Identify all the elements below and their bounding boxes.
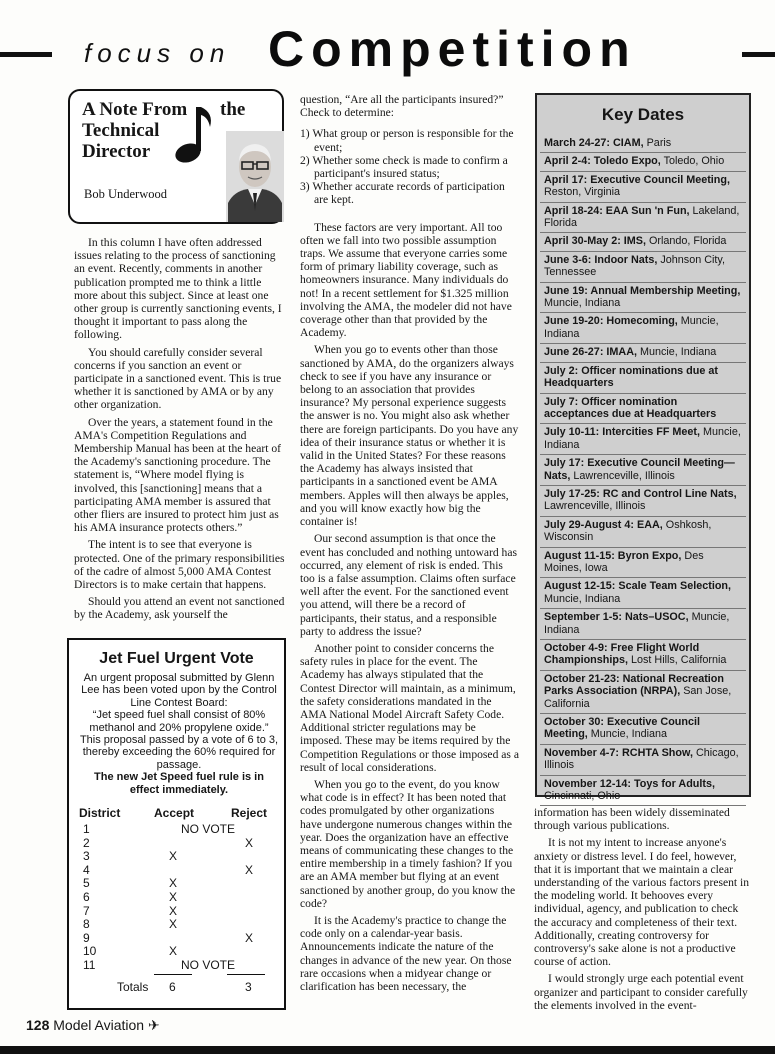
key-date-item (540, 578, 746, 609)
table-row (79, 876, 279, 890)
no-vote-note: NO VOTE (181, 822, 236, 836)
jet-fuel-announcement: The new Jet Speed fuel rule is in effect immediately. (94, 771, 264, 796)
key-date-event: July 29-August 4: EAA, (544, 518, 663, 531)
key-date-item (540, 203, 746, 234)
article-paragraph: question, “Are all the participants insured?” Check to determine: (300, 93, 504, 120)
key-date-event: November 4-7: RCHTA Show, (544, 746, 693, 759)
table-row (79, 890, 279, 904)
table-row (79, 944, 279, 958)
key-date-place: Johnson City, Tennessee (544, 253, 726, 279)
key-date-place: Orlando, Florida (649, 235, 727, 248)
key-date-item (540, 517, 746, 548)
vote-table-header (79, 806, 279, 822)
key-date-place: Lakeland, Florida (544, 204, 740, 230)
article-paragraph: It is the Academy's practice to change the code only on a calendar-year basis. Announcements indicate the nature of the changes in advance of the new year. On those rare occasions when a midyear change or clarification has been necessary, the (300, 913, 512, 993)
key-dates-list (540, 135, 746, 806)
accept-mark: X (169, 944, 178, 959)
key-date-event: June 3-6: Indoor Nats, (544, 253, 658, 266)
article-paragraph: Our second assumption is that once the event has concluded and nothing untoward has occurred, any element of risk is ended. This too is a false assumption. Claims often surface well after the event. For the sanctioned event you attend, will there be a record of participants, their status, and a responsible party to address the issue? (300, 532, 518, 638)
key-date-item (540, 745, 746, 776)
table-row (79, 863, 279, 877)
key-date-event: July 2: Officer nominations due at Headquarters (544, 364, 718, 390)
jet-fuel-paragraph: This proposal passed by a vote of 6 to 3, thereby exceeding the 60% required for passage. (79, 734, 279, 771)
header-accept: Accept (154, 806, 195, 820)
article-paragraph: I would strongly urge each potential event organizer and participant to consider carefully the elements involved in the event- (534, 972, 748, 1012)
key-date-item (540, 640, 746, 671)
key-date-item (540, 153, 746, 171)
key-date-place: Reston, Virginia (544, 186, 621, 199)
reject-mark: X (245, 835, 254, 850)
author-name: Bob Underwood (84, 187, 167, 201)
key-date-item (540, 548, 746, 579)
key-date-item (540, 233, 746, 251)
district-number: 5 (83, 876, 90, 891)
key-date-place: Oshkosh, Wisconsin (544, 518, 712, 544)
key-date-event: July 7: Officer nomination acceptances due at Headquarters (544, 395, 717, 420)
district-number: 1 (83, 822, 90, 836)
page-header (0, 20, 775, 82)
key-date-item (540, 776, 746, 807)
key-date-item (540, 172, 746, 203)
check-list-item: 2) Whether some check is made to confirm a participant's insured status; (300, 153, 508, 181)
article-paragraph: When you go to the event, do you know what code is in effect? It has been noted that codes promulgated by other organizations have undergone numerous changes within the year. Does the organization have an effective means of communicating these changes to the entire membership in a timely fashion? If you are an AMA member but flying at an event sanctioned by another group, do you know the code? (300, 777, 516, 910)
key-date-event: August 11-15: Byron Expo, (544, 549, 682, 562)
district-number: 2 (83, 835, 90, 850)
key-date-place: San Jose, California (544, 685, 732, 710)
key-date-place: Muncie, Indiana (544, 315, 719, 340)
accept-mark: X (169, 876, 178, 891)
totals-accept: 6 (169, 979, 176, 994)
article-paragraph: Should you attend an event not sanctioned by the Academy, ask yourself the (74, 595, 285, 622)
table-row (79, 917, 279, 931)
key-date-place: Lawrenceville, Illinois (573, 469, 675, 482)
page-footer (26, 1017, 160, 1034)
key-date-event: April 2-4: Toledo Expo, (544, 155, 661, 168)
column-title-the: the (220, 99, 246, 120)
key-date-item (540, 424, 746, 455)
article-paragraph: These factors are very important. All too often we fall into two possible assumption traps. We assume that everyone carries some form of primary liability coverage, such as homeowners insurance. Many individuals do not! In a recent settlement for $1.325 million involving the AMA, the modeler did not have coverage other than that provided by the Academy. (300, 220, 512, 340)
article-column-1 (74, 236, 286, 626)
key-date-item (540, 609, 746, 640)
table-row (79, 931, 279, 945)
key-date-event: June 19: Annual Membership Meeting, (544, 284, 741, 297)
vote-table (79, 806, 279, 996)
reject-mark: X (245, 862, 254, 877)
district-number: 7 (83, 903, 90, 918)
page-number: 128 (26, 1017, 50, 1033)
key-date-place: Muncie, Indiana (640, 346, 717, 359)
accept-mark: X (169, 889, 178, 904)
article-paragraph: The intent is to see that everyone is protected. One of the primary responsibilities of the cadre of almost 5,000 AMA Contest Directors is to make certain that happens. (74, 538, 285, 592)
table-row (79, 822, 279, 836)
key-date-item (540, 283, 746, 314)
article-paragraph: You should carefully consider several concerns if you sanction an event or participate in a sanctioned event. This is true whether it is sanctioned by AMA or by any other organization. (74, 345, 282, 412)
bottom-bar (0, 1046, 775, 1054)
header-district: District (79, 806, 121, 820)
header-focus-on: focus on (84, 38, 231, 68)
key-date-item (540, 252, 746, 283)
music-note-icon (170, 105, 214, 165)
column-title: A Note From Technical Director (82, 99, 188, 162)
key-date-event: April 17: Executive Council Meeting, (544, 173, 730, 186)
totals-rule-reject (227, 974, 265, 975)
no-vote-note: NO VOTE (181, 957, 236, 972)
key-date-item (540, 486, 746, 517)
key-date-event: September 1-5: Nats–USOC, (544, 611, 689, 624)
key-date-place: Lawrenceville, Illinois (544, 500, 646, 513)
district-number: 8 (83, 917, 90, 932)
key-date-place: Muncie, Indiana (590, 728, 668, 741)
jet-fuel-title: Jet Fuel Urgent Vote (99, 650, 254, 667)
key-date-event: November 12-14: Toys for Adults, (544, 777, 715, 790)
key-dates-box (535, 93, 751, 803)
table-row (79, 849, 279, 863)
accept-mark: X (169, 917, 178, 932)
district-number: 6 (83, 889, 90, 904)
check-list-item: 1) What group or person is responsible for the event; (300, 127, 514, 154)
key-date-place: Toledo, Ohio (663, 155, 725, 168)
key-date-place: Chicago, Illinois (544, 746, 739, 772)
magazine-name: Model Aviation (53, 1017, 145, 1033)
key-date-event: June 26-27: IMAA, (544, 346, 637, 359)
article-paragraph: information has been widely disseminated through various publications. (534, 806, 730, 833)
table-row (79, 958, 279, 972)
key-date-item (540, 344, 746, 362)
accept-mark: X (169, 903, 178, 918)
jet-fuel-body (79, 672, 279, 796)
district-number: 11 (83, 957, 96, 972)
key-date-event: October 4-9: Free Flight World Championships, (544, 642, 700, 667)
district-number: 9 (83, 930, 90, 945)
check-list-item: 3) Whether accurate records of participation are kept. (300, 180, 505, 207)
key-date-place: Paris (646, 137, 672, 149)
author-portrait-image (226, 131, 284, 222)
key-date-place: Lost Hills, California (630, 654, 727, 667)
article-paragraph: Another point to consider concerns the safety rules in place for the event. The Academy has always stipulated that the Contest Director will maintain, as a minimum, the safety considerations mandated in the AMA National Model Aircraft Safety Code. Additional stricter regulations may be imposed. These may be items required by the Competition Regulations or those imposed as a result of local considerations. (300, 641, 519, 774)
article-paragraph: In this column I have often addressed issues relating to the process of sanctioning an event. Recently, comments in another publication prompted me to think a little more about this subject. Since at least one other group is currently sanctioning events, I thought it important to pass along the following. (74, 236, 282, 342)
key-date-event: August 12-15: Scale Team Selection, (544, 580, 732, 593)
key-date-event: June 19-20: Homecoming, (544, 315, 678, 328)
key-date-item (540, 135, 746, 153)
reject-mark: X (245, 930, 254, 945)
header-competition: Competition (268, 21, 637, 77)
district-number: 3 (83, 849, 90, 864)
header-rule-right (742, 52, 775, 57)
key-date-event: July 10-11: Intercities FF Meet, (544, 426, 701, 439)
totals-rule-accept (154, 974, 192, 975)
table-row (79, 836, 279, 850)
jet-fuel-vote-box (67, 638, 286, 1010)
key-date-item (540, 455, 746, 486)
key-date-event: July 17: Executive Council Meeting— Nats, (544, 457, 735, 482)
totals-row (79, 974, 279, 996)
key-date-event: July 17-25: RC and Control Line Nats, (544, 487, 737, 500)
key-date-item (540, 363, 746, 394)
key-date-event: October 30: Executive Council Meeting, (544, 716, 701, 741)
key-date-item (540, 671, 746, 714)
key-date-place: Des Moines, Iowa (544, 549, 704, 574)
totals-reject: 3 (245, 979, 252, 994)
jet-fuel-quote: “Jet speed fuel shall consist of 80% methanol and 20% propylene oxide.” (89, 709, 269, 734)
accept-mark: X (169, 849, 178, 864)
key-date-event: October 21-23: National Recreation Parks Association (NRPA), (544, 672, 724, 698)
table-row (79, 904, 279, 918)
key-date-place: Cincinnati, Ohio (544, 790, 621, 803)
key-date-event: March 24-27: CIAM, (544, 137, 644, 149)
key-date-event: April 18-24: EAA Sun 'n Fun, (544, 204, 690, 217)
jet-fuel-paragraph: An urgent proposal submitted by Glenn Lee has been voted upon by the Control Line Contest Board: (81, 672, 277, 709)
article-column-3 (534, 806, 752, 1016)
header-reject: Reject (231, 806, 268, 820)
key-date-place: Muncie, Indiana (544, 592, 621, 605)
article-paragraph: When you go to events other than those sanctioned by AMA, do the organizers always check to see if you have any insurance or belong to an association that provides insurance? My personal experience suggests the answer is no. You might also ask whether there are foreign participants. Do you have any idea of their insurance status or whether it is valid in the United States? For these reasons the Academy has always insisted that participants in a sanctioned event be AMA members. Apples will then always be apples, and you will know exactly how big the container is! (300, 343, 519, 529)
key-date-place: Muncie, Indiana (544, 297, 621, 310)
article-paragraph: Over the years, a statement found in the AMA's Competition Regulations and Membership Manual has been at the heart of the Academy's sanctioning procedure. The statement is, “Where model flying is involved, this [sanctioning] means that a participating AMA member is assured that other fliers are insured to protect him just as his AMA insurance protects others.” (74, 415, 282, 535)
author-box (68, 89, 284, 224)
vote-rows (79, 822, 279, 972)
key-date-item (540, 714, 746, 745)
key-date-place: Muncie, Indiana (544, 611, 730, 636)
district-number: 4 (83, 862, 90, 877)
totals-label: Totals (117, 979, 149, 994)
district-number: 10 (83, 944, 97, 959)
key-dates-title: Key Dates (601, 105, 685, 124)
header-rule-left (0, 52, 52, 57)
article-column-2 (300, 93, 519, 997)
key-date-item (540, 394, 746, 425)
key-date-event: April 30-May 2: IMS, (544, 235, 646, 248)
key-date-item (540, 313, 746, 344)
airplane-icon: ✈ (147, 1017, 160, 1033)
article-paragraph: It is not my intent to increase anyone's anxiety or distress level. I do feel, however, that it is important that we maintain a clear understanding of the various factors present in the modeling world. It behooves every individual, agency, and publication to check the accuracy and completeness of their text. Additionally, creating controversy for controversy's sake alone is not a productive course of action. (534, 836, 750, 969)
key-date-place: Muncie, Indiana (544, 426, 741, 451)
